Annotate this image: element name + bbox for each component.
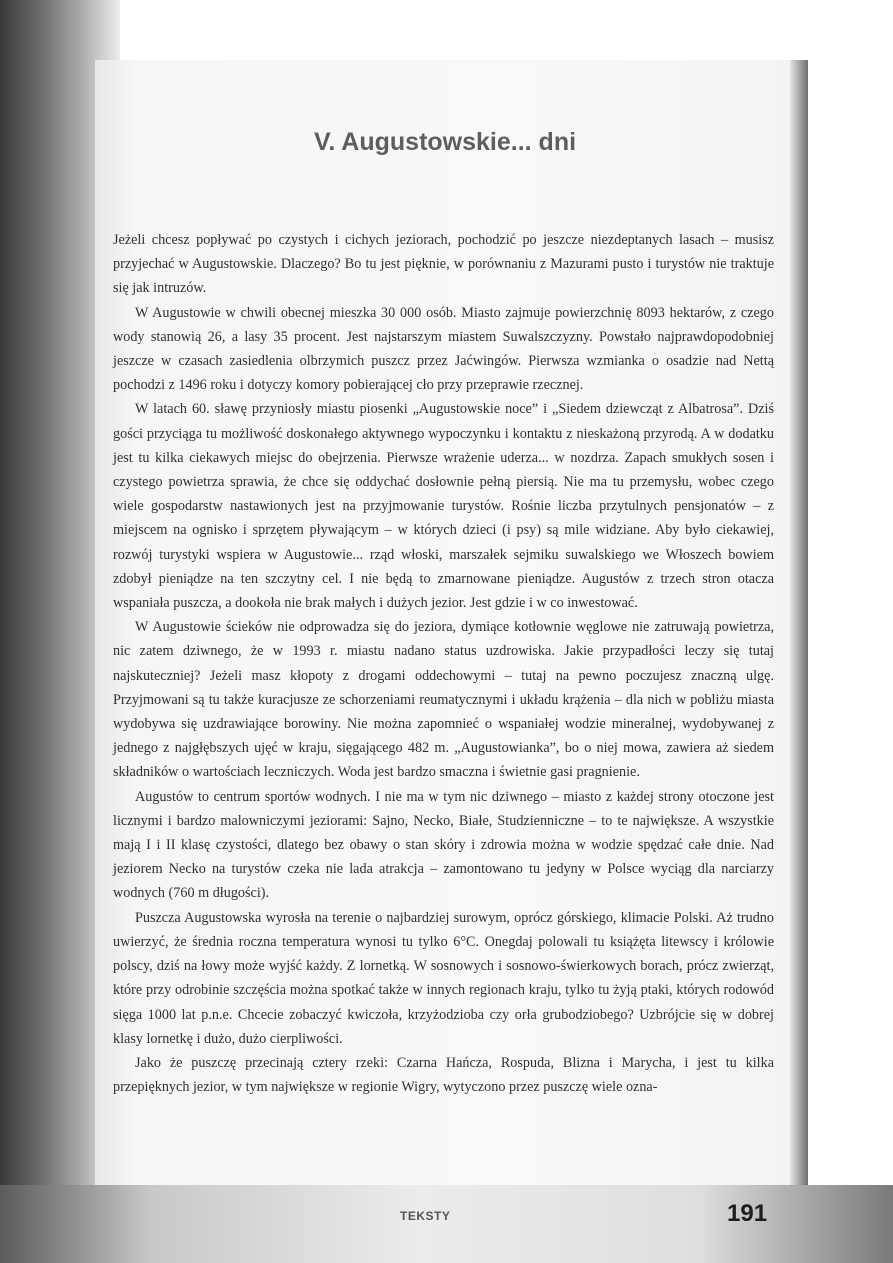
chapter-title: V. Augustowskie... dni [313,128,577,156]
paragraph-1: Jeżeli chcesz popływać po czystych i cichych jeziorach, pochodzić po jeszcze niezdeptanych lasach – musisz przyjechać w Augustowskie. Dlaczego? Bo tu jest pięknie, w porównaniu z Mazurami pusto i turystów nie traktuje się jak intruzów. [113,232,774,297]
paragraph-3: W latach 60. sławę przyniosły miastu piosenki „Augustowskie noce” i „Siedem dziewcząt z Albatrosa”. Dziś gości przyciąga tu możliwość doskonałego aktywnego wypoczynku i kontaktu z nieskażoną przyrodą. A w dodatku jest tu kilka ciekawych miejsc do obejrzenia. Pierwsze wrażenie uderza... w nozdrza. Zapach smukłych sosen i czystego powietrza sprawia, że chce się oddychać dosłownie pełną piersią. Nie ma tu przemysłu, wobec czego wiele gospodarstw nastawionych jest na przyjmowanie turystów. Rośnie liczba przytulnych pensjonatów – z miejscem na ognisko i sprzętem pływającym – w których dzieci (i psy) są mile widziane. Aby było ciekawiej, rozwój turystyki wspiera w Augustowie... rząd włoski, marszałek sejmiku suwalskiego we Włoszech bowiem zdobył pieniądze na ten szczytny cel. I nie będą to zmarnowane pieniądze. Augustów z trzech stron otacza wspaniała puszcza, a dookoła nie brak małych i dużych jezior. Jest gdzie i w co inwestować. [113,401,774,612]
paragraph-6: Puszcza Augustowska wyrosła na terenie o najbardziej surowym, oprócz górskiego, klimacie Polski. Aż trudno uwierzyć, że średnia roczna temperatura wynosi tu tylko 6°C. Onegdaj polowali tu książęta litewscy i królowie polscy, dziś na łowy może wyjść każdy. Z lornetką. W sosnowych i sosnowo-świerkowych borach, prócz zwierząt, które przy odrobinie szczęścia można spotkać także w innych regionach kraju, tylko tu żyją ptaki, których rodowód sięga 1000 lat p.n.e. Chcecie zobaczyć kwiczoła, krzyżodzioba czy orła grubodziobego? Uzbrójcie się w dobrej klasy lornetkę i dużo, dużo cierpliwości. [113,909,774,1047]
page-number: 191 [727,1200,768,1227]
paragraph-5: Augustów to centrum sportów wodnych. I nie ma w tym nic dziwnego – miasto z każdej strony otoczone jest licznymi i bardzo malowniczymi jeziorami: Sajno, Necko, Białe, Studzienniczne – to te największe. A wszystkie mają I i II klasę czystości, dlatego bez obawy o stan skóry i zdrowia można w wodzie spędzać całe dnie. Nad jeziorem Necko na turystów czeka nie lada atrakcja – zamontowano tu jedyny w Polsce wyciąg dla narciarzy wodnych (760 m długości). [113,788,774,902]
article-body [113,228,774,1099]
scan-page-edge-right [790,60,808,1210]
footer-section-label: TEKSTY [400,1209,451,1223]
paragraph-2: W Augustowie w chwili obecnej mieszka 30 000 osób. Miasto zajmuje powierzchnię 8093 hektarów, z czego wody stanowią 26, a lasy 35 procent. Jest najstarszym miastem Suwalszczyzny. Powstało najprawdopodobniej jeszcze w czasach zasiedlenia olbrzymich puszcz przez Jaćwingów. Pierwsza wzmianka o osadzie nad Nettą pochodzi z 1496 roku i dotyczy komory pobierającej cło przy przeprawie rzecznej. [113,304,774,394]
paragraph-7: Jako że puszczę przecinają cztery rzeki: Czarna Hańcza, Rospuda, Blizna i Marycha, i jest tu kilka przepięknych jezior, w tym największe w regionie Wigry, wytyczono przez puszczę wiele ozna- [113,1054,774,1096]
paragraph-4: W Augustowie ścieków nie odprowadza się do jeziora, dymiące kotłownie węglowe nie zatruwają powietrza, nic zatem dziwnego, że w 1993 r. miastu nadano status uzdrowiska. Jakie przypadłości leczy się tutaj najskuteczniej? Jeżeli masz kłopoty z drogami oddechowymi – tutaj na pewno poczujesz znaczną ulgę. Przyjmowani są tu także kuracjusze ze schorzeniami reumatycznymi i układu krążenia – dla nich w pobliżu miasta wydobywa się uzdrawiające borowiny. Nie można zapomnieć o wspaniałej wodzie mineralnej, wydobywanej z jednego z najgłębszych ujęć w kraju, sięgającego 482 m. „Augustowianka”, bo o niej mowa, zawiera aż siedem składników o wartościach leczniczych. Woda jest bardzo smaczna i świetnie gasi pragnienie. [113,619,774,781]
